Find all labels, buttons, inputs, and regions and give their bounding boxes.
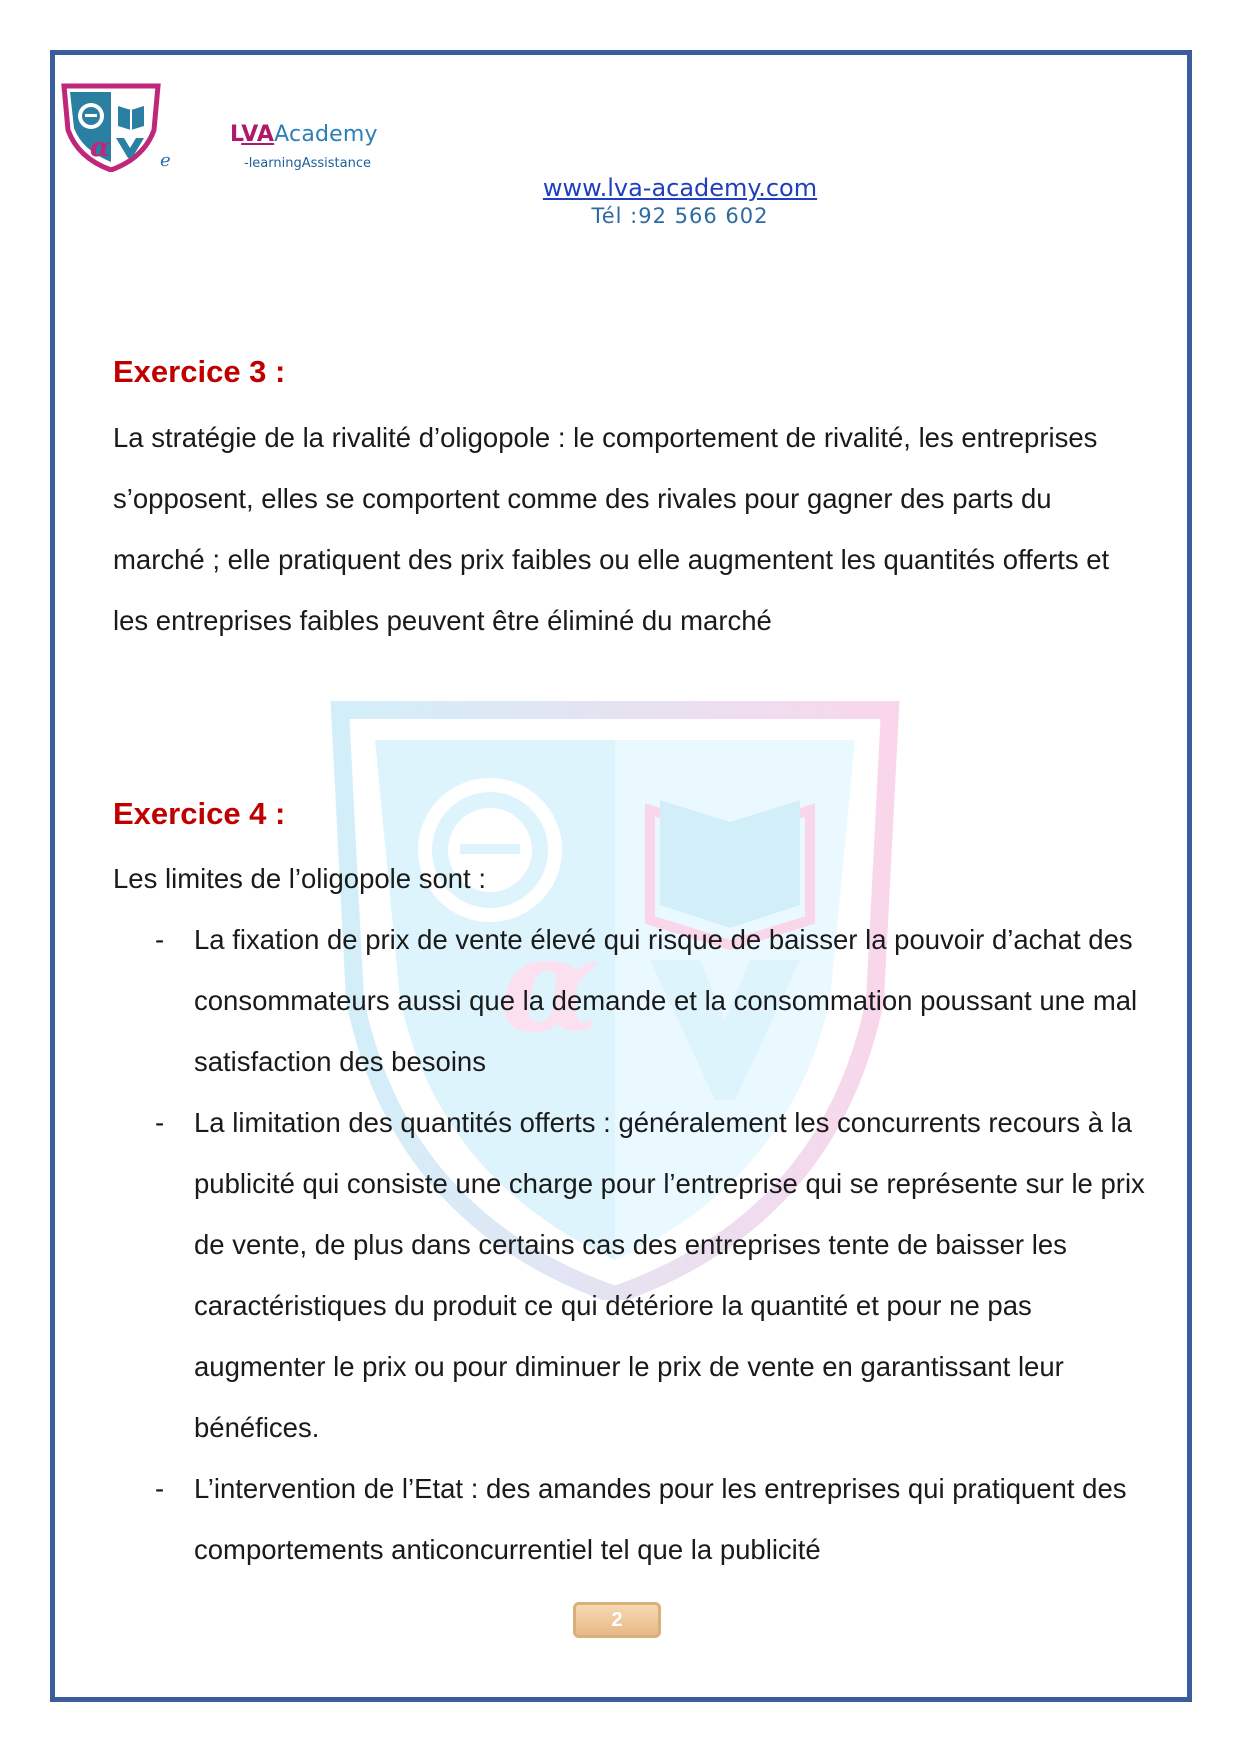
list-item: L’intervention de l’Etat : des amandes pour les entreprises qui pratiquent des comportements anticoncurrentiel tel que la publicité — [194, 1473, 1127, 1565]
brand-va: VA — [241, 122, 275, 147]
bullet-marker: - — [155, 1107, 165, 1138]
brand-l: L — [230, 122, 242, 147]
phone-number: Tél :92 566 602 — [591, 204, 769, 228]
brand-academy: Academy — [274, 122, 378, 147]
list-item: La fixation de prix de vente élevé qui risque de baisser la pouvoir d’achat des consommateurs aussi que la demande et la consommation poussant une mal satisfaction des besoins — [194, 924, 1138, 1077]
exercise-4-intro: Les limites de l’oligopole sont : — [113, 863, 486, 894]
bullet-marker: - — [155, 924, 165, 955]
exercise-4-title: Exercice 4 : — [113, 796, 286, 831]
website-link[interactable]: www.lva-academy.com — [542, 174, 818, 202]
exercise-3-body: La stratégie de la rivalité d’oligopole : le comportement de rivalité, les entreprises s’opposent, elles se comportent comme des rivales pour gagner des parts du marché ; elle pratiquent des prix faibles ou elle augmentent les quantités offerts et les entreprises faibles peuvent être éliminé du marché — [113, 422, 1110, 636]
svg-text:α: α — [90, 133, 111, 163]
page-number: 2 — [573, 1602, 661, 1638]
exercise-3-title: Exercice 3 : — [113, 354, 286, 389]
bullet-marker: - — [155, 1473, 165, 1504]
list-item: La limitation des quantités offerts : généralement les concurrents recours à la publicité qui consiste une charge pour l’entreprise qui se représente sur le prix de vente, de plus dans certains cas des entreprises tente de baisser les caractéristiques du produit ce qui détériore la quantité et pour ne pas augmenter le prix ou pour diminuer le prix de vente en garantissant leur bénéfices. — [194, 1107, 1145, 1443]
brand-tagline: -learningAssistance — [244, 156, 371, 171]
svg-text:α: α — [500, 908, 601, 1061]
brand-name — [230, 122, 378, 147]
lva-logo-icon — [58, 80, 164, 172]
logo-letter: e — [160, 150, 171, 171]
